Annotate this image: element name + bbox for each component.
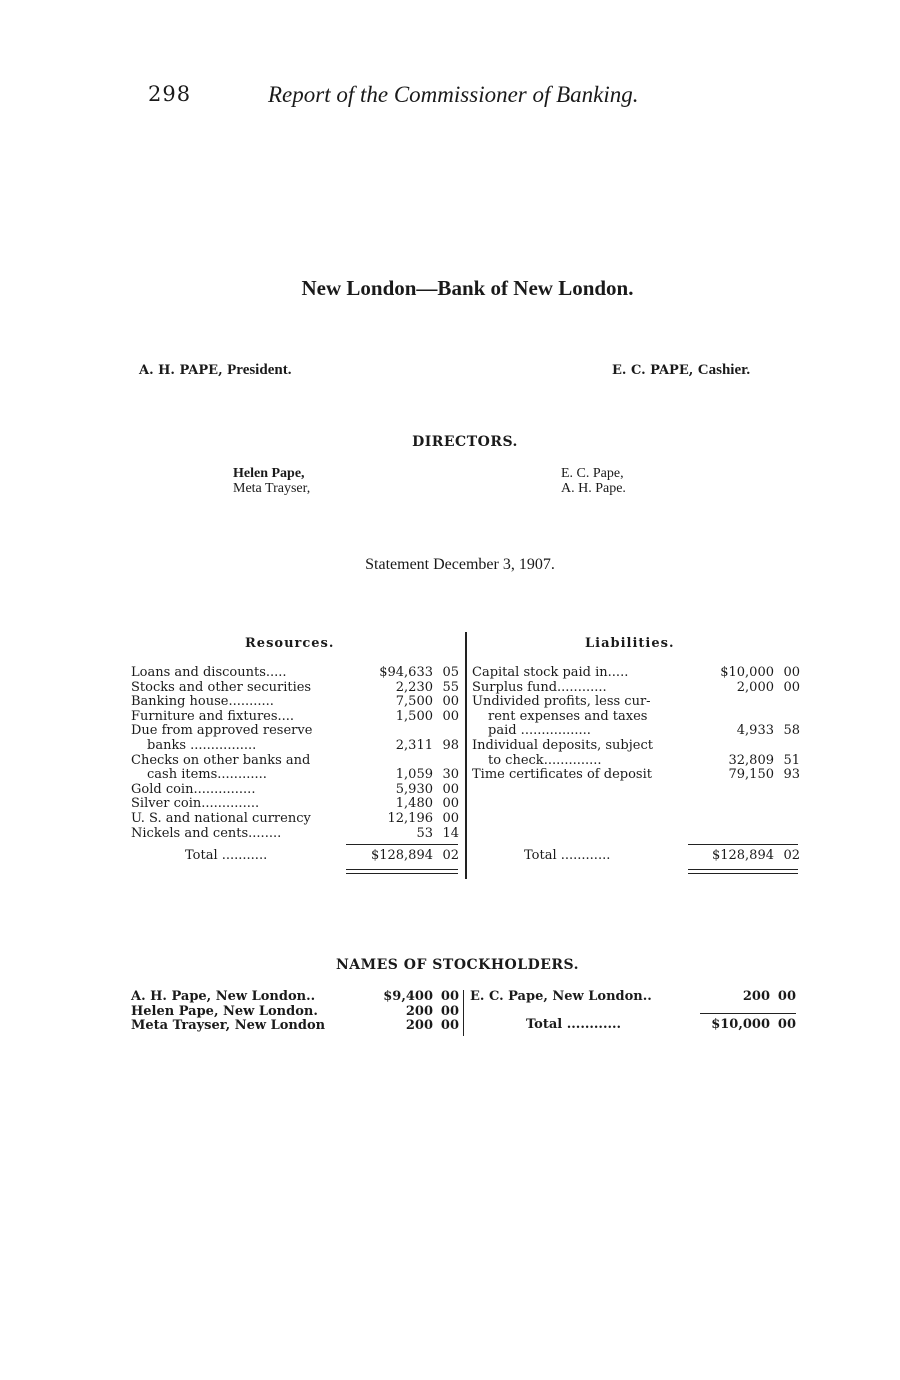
resources-heading: Resources. [245, 636, 335, 651]
resources-double-rule [346, 873, 458, 874]
liabilities-heading: Liabilities. [585, 636, 675, 651]
cashier-role: Cashier. [697, 362, 751, 378]
table-row: Banking house........... 7,500 00 [131, 694, 459, 710]
total-label: Total ............ [524, 848, 611, 863]
stockholders-total-rule [700, 1013, 796, 1014]
director-name: Helen Pape, [233, 466, 305, 481]
table-row: A. H. Pape, New London.. $9,400 00 [131, 989, 459, 1004]
resources-total-rule [346, 844, 458, 845]
liabilities-total-row [472, 849, 802, 864]
table-row: Surplus fund............ 2,000 00 [472, 679, 800, 695]
table-row: banks ................ 2,311 98 [147, 737, 459, 753]
table-row: to check.............. 32,809 51 [488, 752, 800, 768]
cashier-name: E. C. PAPE, [612, 363, 694, 378]
table-row: paid ................. 4,933 58 [488, 723, 800, 739]
directors-right [561, 466, 626, 496]
running-title: Report of the Commissioner of Banking. [268, 82, 639, 107]
liabilities-double-rule [688, 869, 798, 870]
total-dollars: $128,894 [370, 848, 433, 863]
stockholders-divider [463, 990, 464, 1036]
president-line [139, 362, 291, 379]
table-row: Helen Pape, New London. 200 00 [131, 1003, 459, 1019]
liabilities-double-rule [688, 873, 798, 874]
table-row: U. S. and national currency 12,196 00 [131, 810, 459, 826]
resources-table [131, 666, 461, 841]
table-row: Checks on other banks and [131, 752, 311, 768]
table-row: Loans and discounts..... $94,633 05 [131, 665, 459, 680]
table-row: Gold coin............... 5,930 00 [131, 781, 459, 797]
liabilities-table [472, 666, 802, 783]
cashier-line [612, 362, 750, 379]
president-name: A. H. PAPE, [139, 363, 223, 378]
page-number: 298 [148, 82, 192, 106]
liabilities-total-rule [688, 844, 798, 845]
director-name: A. H. Pape. [561, 481, 626, 496]
director-name: E. C. Pape, [561, 466, 624, 481]
table-row: Silver coin.............. 1,480 00 [131, 796, 459, 812]
table-row: rent expenses and taxes [488, 708, 648, 724]
directors-heading: DIRECTORS. [412, 434, 518, 450]
total-cents: 02 [442, 848, 459, 863]
table-row: Individual deposits, subject [472, 737, 653, 753]
resources-total-row [131, 849, 461, 864]
total-cents: 02 [783, 848, 800, 863]
total-dollars: $128,894 [711, 848, 774, 863]
table-row: Due from approved reserve [131, 723, 313, 739]
table-row: E. C. Pape, New London.. 200 00 [470, 989, 796, 1004]
table-row: Meta Trayser, New London 200 00 [131, 1018, 459, 1034]
total-cents: 00 [777, 1017, 796, 1032]
table-row: cash items............ 1,059 30 [147, 767, 459, 783]
table-row: Furniture and fixtures.... 1,500 00 [131, 708, 459, 724]
column-divider [465, 632, 467, 879]
table-row: Time certificates of deposit 79,150 93 [472, 767, 800, 783]
resources-double-rule [346, 869, 458, 870]
total-label: Total ........... [185, 848, 268, 863]
president-role: President. [227, 362, 292, 378]
total-label: Total ............ [526, 1017, 622, 1032]
table-row: Capital stock paid in..... $10,000 00 [472, 665, 800, 680]
bank-title: New London—Bank of New London. [301, 276, 634, 300]
stockholders-total-row [470, 1018, 798, 1033]
stockholders-heading: NAMES OF STOCKHOLDERS. [335, 957, 580, 973]
table-row: Nickels and cents........ 53 14 [131, 825, 459, 841]
stockholders-left [131, 990, 461, 1034]
total-dollars: $10,000 [711, 1017, 770, 1032]
table-row: Stocks and other securities 2,230 55 [131, 679, 459, 695]
directors-left [233, 466, 310, 496]
director-name: Meta Trayser, [233, 481, 311, 496]
statement-title: Statement December 3, 1907. [365, 556, 555, 573]
stockholders-right [470, 990, 798, 1005]
table-row: Undivided profits, less cur- [472, 694, 651, 710]
